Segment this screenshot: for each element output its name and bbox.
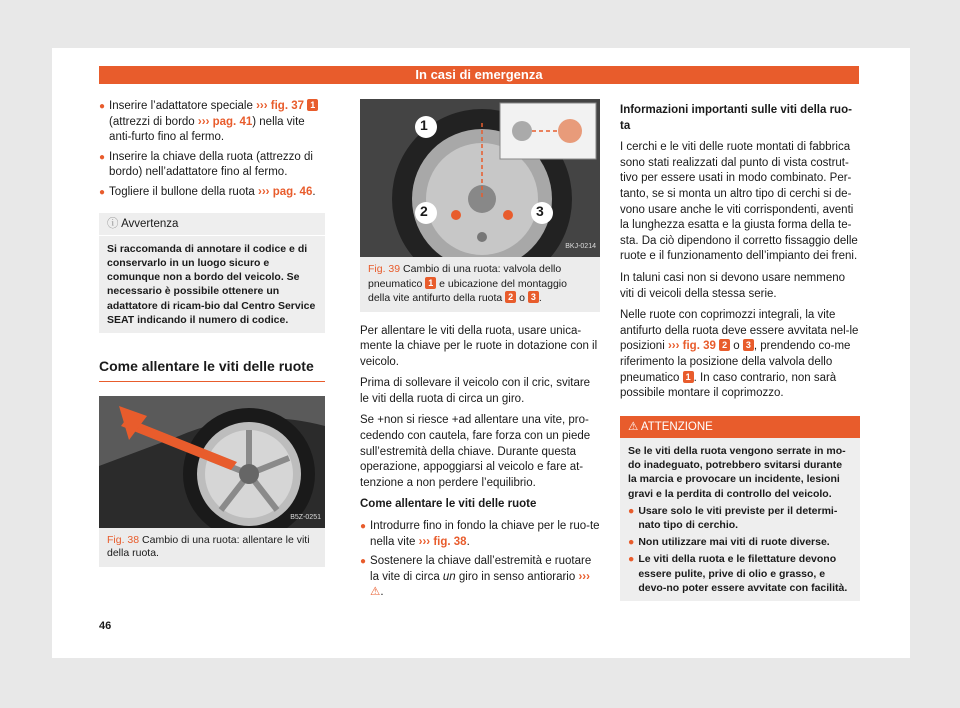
fig-link[interactable]: fig. 39 — [682, 340, 716, 353]
list-item: ● Inserire l’adattatore speciale ››› fig. 37 1 (attrezzi di bordo ››› pag. 41) nella vite anti-furto fino al fermo. — [99, 99, 325, 146]
callout-2: 2 — [420, 203, 428, 219]
list-item: ● Togliere il bullone della ruota ››› pag. 46. — [99, 185, 316, 198]
page-link[interactable]: pag. 46 — [272, 185, 313, 198]
list-item: ● Non utilizzare mai viti di ruote diverse. — [628, 536, 830, 549]
figure-caption: Fig. 38 Cambio di una ruota: allentare le viti della ruota. — [99, 528, 325, 567]
figure-38-image: B5Z-0251 — [99, 396, 325, 528]
fig-link[interactable]: fig. 37 — [270, 100, 305, 112]
column-right: Informazioni importanti sulle viti della ruo-ta I cerchi e le viti delle ruote montati di fabbrica sono stati realizzati dal punto di vista costrut-tivo per essere usati in modo combinato. Per-tanto, se si monta un altro tipo di cerchi si de-vono usare anche le viti corrispondenti, aventi la lunghezza esatta e la giusta forma della te-sta. Da ciò dipendono il corretto fissaggio delle ruote e il funzionamento dell’impianto dei freni. In taluni casi non si devono usare nemmeno viti di veicoli della stessa serie. Nelle ruote con coprimozzi integrali, la vite antifurto della ruota deve essere avvitata nel-le posizioni ››› fig. 39 2 o 3 , prendendo co-me riferimento la posizione della valvola dello pneumatico 1 . In caso contrario, non sarà possibile montare il coprimozzo. ⚠ ATTENZIONE Se le viti della ruota vengono serrate in mo-do inadeguato, potrebbero svitarsi durante la marcia e provocare un incidente, lesioni gravi e la perdita di controllo del veicolo. ● Usare solo le viti previste per il determi-nato tipo di cerchio. ● Non utilizzare mai viti di ruote diverse. ● Le viti della ruota e le filettature devono essere pulite, prive di olio e grasso, e devo-no poter essere avvitate con facilità. — [620, 99, 860, 601]
figure-caption: Fig. 39 Cambio di una ruota: valvola dello pneumatico 1 e ubicazione del montaggio della vite antifurto della ruota 2 o 3 . — [360, 257, 600, 312]
list-item: ● Inserire la chiave della ruota (attrezzo di bordo) nell’adattatore fino al fermo. — [99, 150, 313, 179]
page-number: 46 — [99, 620, 112, 632]
column-left — [99, 99, 325, 567]
callout-3: 3 — [536, 203, 544, 219]
column-middle: 1 2 3 BKJ-0214 Fig. 39 Cambio di una ruota: valvola dello pneumatico 1 e ubicazione del montaggio della vite antifurto della ruota 2 o 3 . Per allentare le viti della ruota, usare unica-mente la chiave per le ruote in dotazione con il veicolo. Prima di sollevare il veicolo con il cric, svitare le viti della ruota di circa un giro. Se +non si riesce +ad allentare una vite, pro-cedendo con cautela, fare forza con un piede sull’estremità della chiave. Durante questa operazione, appoggiarsi al veicolo e fare at-tenzione a non perdere l’equilibrio. Come allentare le viti delle ruote ● Introdurre fino in fondo la chiave per le ruo-te nella vite ››› fig. 38. ● Sostenere la chiave dall’estremità e ruotare la vite di circa un giro in senso antiorario ››› ⚠. — [360, 99, 600, 605]
warning-box: ⚠ ATTENZIONE Se le viti della ruota vengono serrate in mo-do inadeguato, potrebbero svitarsi durante la marcia e provocare un incidente, lesioni gravi e la perdita di controllo del veicolo. ● Usare solo le viti previste per il determi-nato tipo di cerchio. ● Non utilizzare mai viti di ruote diverse. ● Le viti della ruota e le filettature devono essere pulite, prive di olio e grasso, e devo-no poter essere avvitate con facilità. — [620, 416, 860, 601]
list-item: ● Sostenere la chiave dall’estremità e ruotare la vite di circa un giro in senso antiorario ››› ⚠. — [360, 555, 592, 599]
list-item: ● Le viti della ruota e le filettature devono essere pulite, prive di olio e grasso, e devo-no poter essere avvitate con facilità. — [628, 553, 848, 594]
warning-icon[interactable]: ⚠ — [370, 586, 381, 599]
fig-link[interactable]: fig. 38 — [433, 535, 467, 548]
page-link[interactable]: pag. 41 — [212, 115, 253, 128]
list-item: ● Usare solo le viti previste per il determi-nato tipo di cerchio. — [628, 504, 838, 531]
callout-1: 1 — [420, 117, 428, 133]
note-box: ⓘ Avvertenza Si raccomanda di annotare il codice e di conservarlo in un luogo sicuro e comunque non a bordo del veicolo. Se necessario è possibile ottenere un adattatore di ricam-bio dal Centro Service SEAT indicando il numero di codice. — [99, 213, 325, 333]
info-icon: ⓘ — [107, 217, 119, 230]
figure-39-image: 1 2 3 BKJ-0214 — [360, 99, 600, 257]
warning-icon: ⚠ — [628, 420, 639, 433]
section-header: In casi di emergenza — [99, 66, 859, 84]
list-item: ● Introdurre fino in fondo la chiave per le ruo-te nella vite ››› fig. 38. — [360, 520, 600, 548]
section-heading: Come allentare le viti delle ruote — [99, 359, 325, 382]
